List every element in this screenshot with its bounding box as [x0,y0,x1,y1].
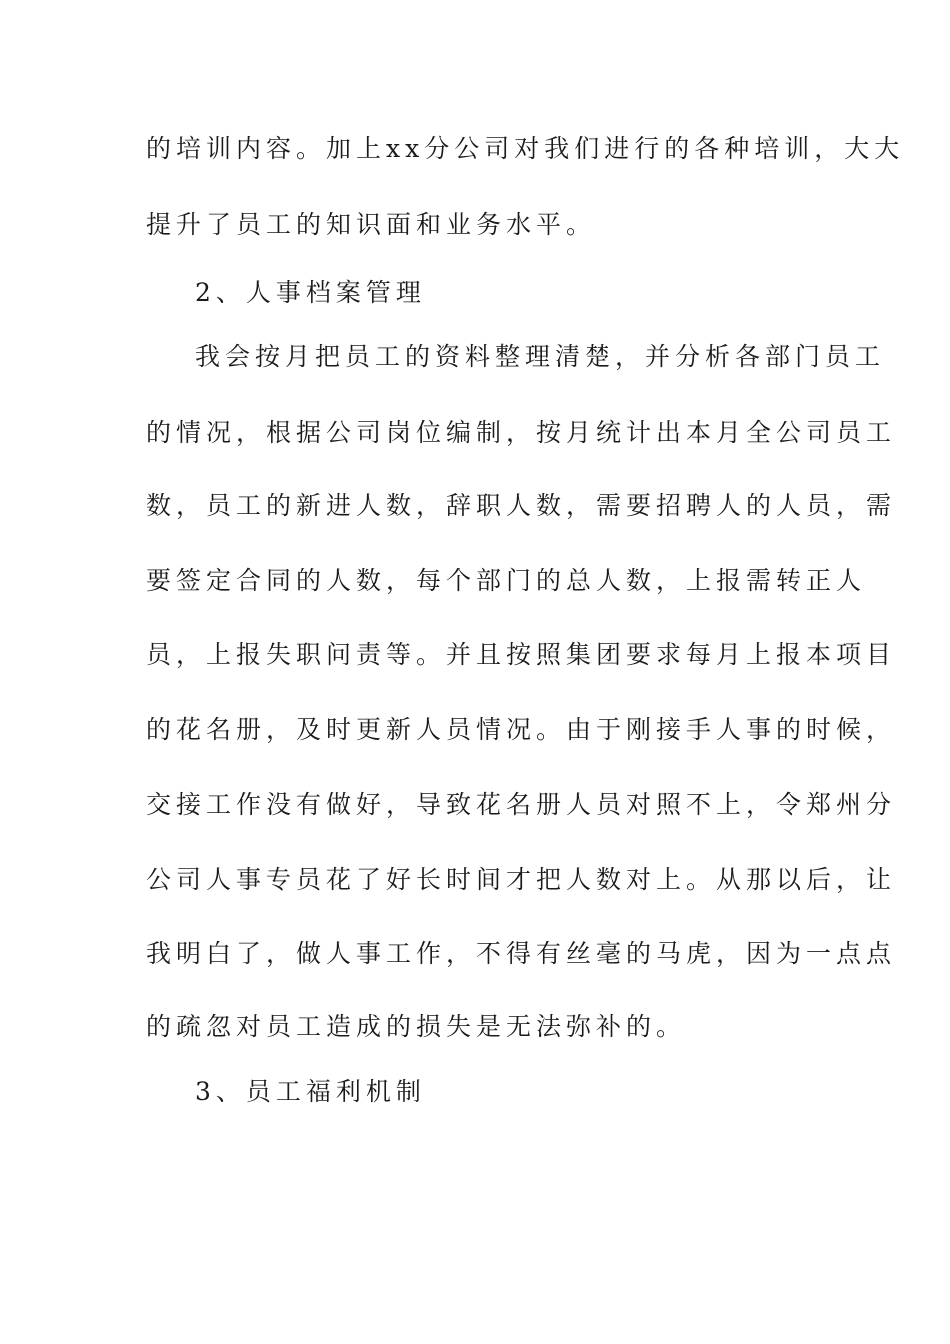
text-line-8: 的花名册，及时更新人员情况。由于刚接手人事的时候， [146,715,897,744]
section-heading-2: 2、人事档案管理 [195,278,426,307]
text-line-1: 的培训内容。加上xx分公司对我们进行的各种培训，大大 [146,134,905,163]
text-line-4: 的情况，根据公司岗位编制，按月统计出本月全公司员工 [146,418,897,447]
text-line-10: 公司人事专员花了好长时间才把人数对上。从那以后，让 [146,865,897,894]
text-line-12: 的疏忽对员工造成的损失是无法弥补的。 [146,1012,687,1041]
text-line-11: 我明白了，做人事工作，不得有丝毫的马虎，因为一点点 [146,939,897,968]
text-line-2: 提升了员工的知识面和业务水平。 [146,210,597,239]
text-line-3: 我会按月把员工的资料整理清楚，并分析各部门员工 [195,342,886,371]
section-heading-3: 3、员工福利机制 [195,1077,426,1106]
text-line-5: 数，员工的新进人数，辞职人数，需要招聘人的人员，需 [146,491,897,520]
text-line-9: 交接工作没有做好，导致花名册人员对照不上，令郑州分 [146,790,897,819]
text-line-7: 员，上报失职问责等。并且按照集团要求每月上报本项目 [146,640,897,669]
text-line-6: 要签定合同的人数，每个部门的总人数，上报需转正人 [146,566,867,595]
